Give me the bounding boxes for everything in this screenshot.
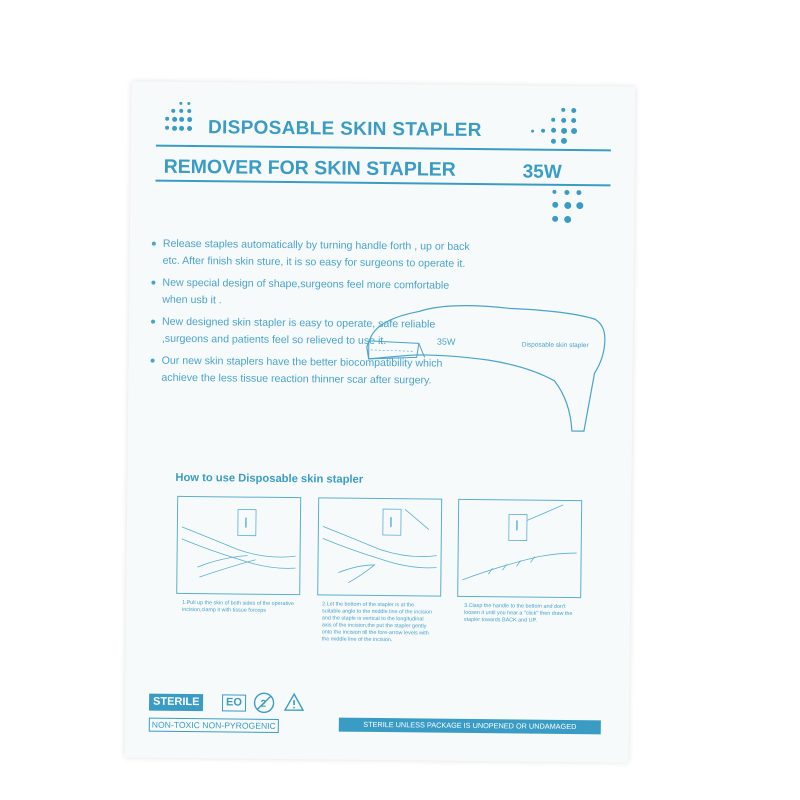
step-3-caption: 3.Clasp the handle to the bottom and don't loosen it until you hear a "click" then draw the stapler towards BACK and UP. <box>463 602 573 624</box>
step-2-illustration <box>317 497 442 596</box>
stapler-illustration <box>358 289 610 442</box>
page-title: DISPOSABLE SKIN STAPLER <box>207 117 482 142</box>
do-not-reuse-number: 2 <box>260 698 267 710</box>
page-subtitle: REMOVER FOR SKIN STAPLER <box>163 155 456 181</box>
instruction-sheet <box>124 81 635 762</box>
how-to-heading: How to use Disposable skin stapler <box>175 471 364 486</box>
non-toxic-label: NON-TOXIC NON-PYROGENIC <box>149 718 279 733</box>
decorative-dots-left <box>165 102 205 138</box>
step-1-caption: 1.Pull up the skin of both sides of the operative incision,clamp it with tissue forceps <box>181 599 294 614</box>
illustration-model-label: 35W <box>436 336 456 347</box>
feature-item: Our new skin staplers have the better biocompatibility which achieve the less tissue reaction thinner scar after surgery. <box>150 353 470 389</box>
sterile-unless-banner: STERILE UNLESS PACKAGE IS UNOPENED OR UNDAMAGED <box>339 718 601 735</box>
eo-badge: EO <box>222 694 246 711</box>
model-code: 35W <box>522 161 562 183</box>
step-1-illustration <box>176 496 301 595</box>
sterile-badge: STERILE <box>149 694 204 712</box>
step-3-illustration <box>457 499 582 598</box>
keep-dry-icon <box>283 692 305 714</box>
step-2-caption: 2.Let the bottom of the stapler is at the suitable angle to the middle line of the incision and the staple is vertical to the longitudinal axis of the incision,the put the stapler gently onto the incision till the fore-arrow levels with the middle line of the incision. <box>321 601 433 644</box>
feature-item: New designed skin stapler is easy to operate, safe reliable ,surgeons and patients feel so relieved to use it. <box>151 314 471 350</box>
decorative-dots-right-bottom <box>538 190 588 231</box>
illustration-product-label: Disposable skin stapler <box>521 341 589 350</box>
decorative-dots-right-top <box>525 106 585 147</box>
do-not-reuse-icon <box>253 692 275 714</box>
feature-item: New special design of shape,surgeons feel more comfortable when usb it . <box>151 275 471 311</box>
feature-item: Release staples automatically by turning handle forth , up or back etc. After finish skin sture, it is so easy for surgeons to operate it. <box>152 236 472 272</box>
